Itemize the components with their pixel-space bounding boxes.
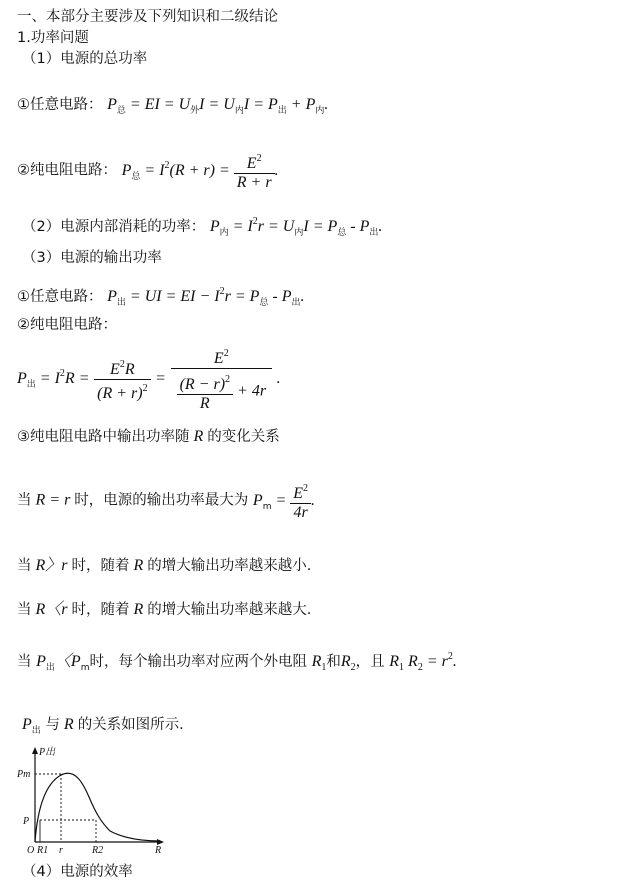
power-curve xyxy=(35,773,160,842)
section-title: 1.功率问题 xyxy=(17,30,89,46)
part3-relation-title: ③纯电阻电路中输出功率随 R 的变化关系 xyxy=(17,428,280,445)
r2-label: R2 xyxy=(92,845,104,856)
part1-pure-line xyxy=(17,150,279,192)
part3-pure-label: ②纯电阻电路： xyxy=(17,317,117,333)
p-label: P xyxy=(23,816,30,827)
formula-output-power: $P_出$ = UI = EI − $I^2r = P_总 - P_出$. xyxy=(107,286,305,308)
x-axis-label: R xyxy=(155,845,162,856)
y-axis-label: P出 xyxy=(39,747,56,758)
origin-label: O xyxy=(27,845,35,856)
formula-total-power: $P_总$ = EI = $U_外I = U_内I = P_出 + P_内$. xyxy=(107,96,329,116)
part2-title: （2）电源内部消耗的功率： xyxy=(22,219,206,235)
heading: 一、本部分主要涉及下列知识和二级结论 xyxy=(17,9,278,25)
y-axis-arrow xyxy=(32,747,38,754)
part1-any-label: ①任意电路： xyxy=(17,97,103,113)
part3-any-label: ①任意电路： xyxy=(17,289,103,305)
part1-pure-label: ②纯电阻电路： xyxy=(17,162,117,179)
part1-title: （1）电源的总功率 xyxy=(22,51,148,67)
r-label: r xyxy=(59,845,63,856)
part4-title: （4）电源的效率 xyxy=(22,864,133,880)
power-curve-graph xyxy=(15,745,170,860)
part3-title: （3）电源的输出功率 xyxy=(22,250,162,266)
case-less: 当 R〈r 时，随着 R 的增大输出功率越来越大. xyxy=(17,601,312,618)
case-equal: 当 R = r 时，电源的输出功率最大为 $P_m$ = $\frac{E^2}{4r}$ . xyxy=(17,483,316,521)
case-power: 当 $P_出$〈$P_m$时，每个输出功率对应两个外电阻 $R_1$和$R_2$，且 $R_1$ $R_2 = r^2$. xyxy=(17,651,457,673)
formula-total-power-pure: $P_总 = I^2(R + r)$ = $\frac{E^2}{R + r}$ . xyxy=(121,153,279,191)
formula-output-power-pure: $P_出 = I^2R$ = $\frac{E^2R}{(R + r)^2}$ = $E^2$ $\frac{(R - r)^2}{R}$ + 4r . xyxy=(17,348,281,412)
r1-label: R1 xyxy=(37,845,49,856)
part2-line xyxy=(22,213,382,242)
case-greater: 当 R〉r 时，随着 R 的增大输出功率越来越小. xyxy=(17,557,312,574)
relation-line: $P_出$ 与 R 的关系如图所示. xyxy=(22,716,184,736)
pm-label: Pm xyxy=(17,769,31,780)
part1-any-line xyxy=(17,96,328,120)
formula-max-power: $P_m$ = $\frac{E^2}{4r}$ . xyxy=(252,483,316,521)
part3-any-line xyxy=(17,283,305,312)
formula-internal-power: $P_内 = I^2r = U_内I = P_总 - P_出$. xyxy=(209,216,383,238)
